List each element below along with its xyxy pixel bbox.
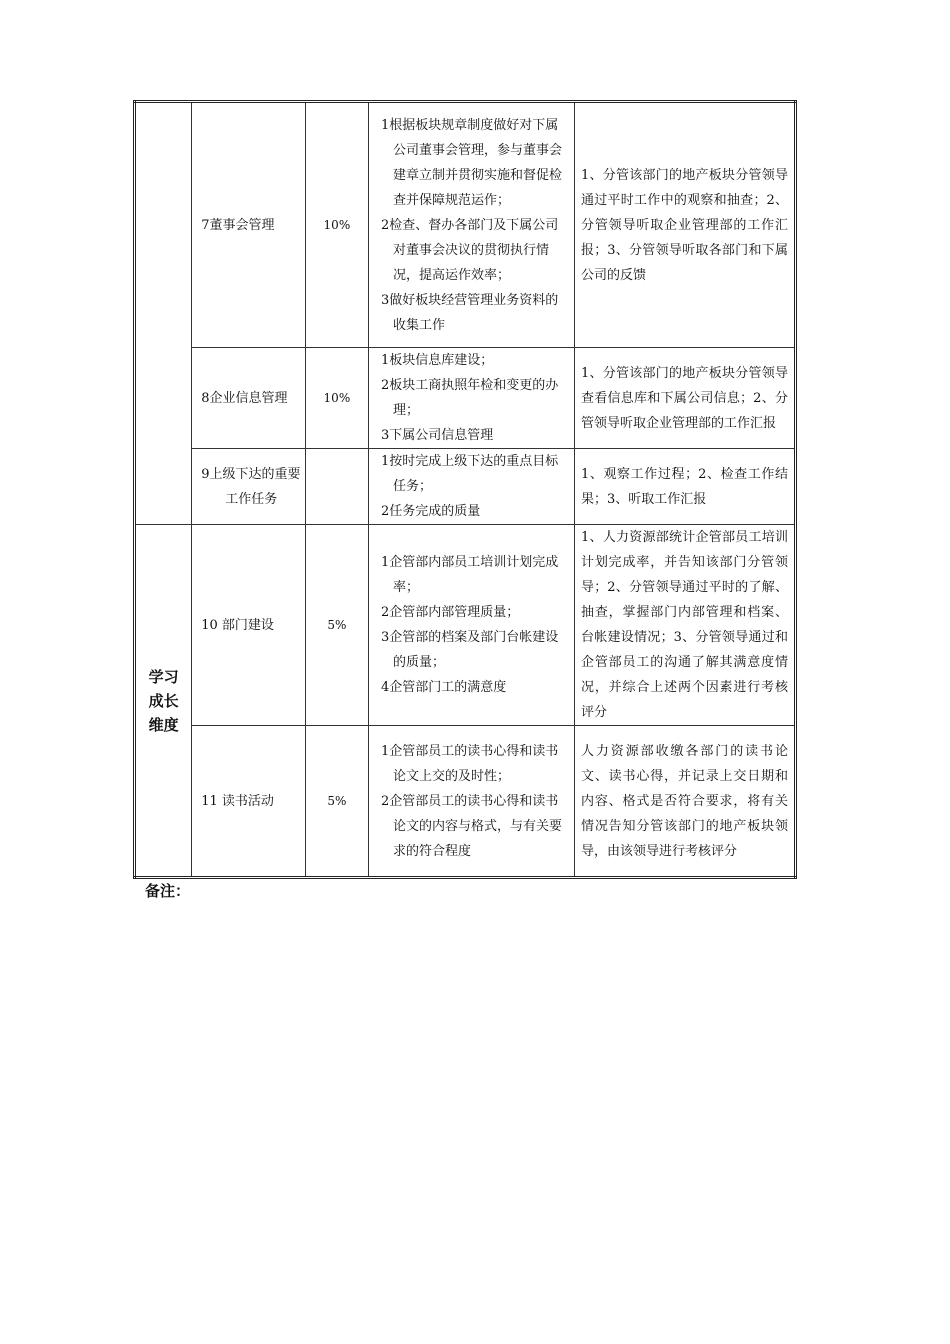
method-cell: 1、分管该部门的地产板块分管领导通过平时工作中的观察和抽查；2、分管领导听取企业管理部的工作汇报；3、分管领导听取各部门和下属公司的反馈 <box>574 102 795 348</box>
standard-line: 3企管部的档案及部门台帐建设的质量； <box>381 630 559 670</box>
weight-cell: 10% <box>305 102 368 348</box>
standard-cell <box>369 102 575 348</box>
item-cell: 7董事会管理 <box>192 102 306 348</box>
standard-line: 1根据板块规章制度做好对下属公司董事会管理，参与董事会建章立制并贯彻实施和督促检查并保障规范运作； <box>381 117 563 208</box>
standard-line: 3做好板块经营管理业务资料的收集工作 <box>381 292 559 333</box>
remark-label: 备注： <box>145 882 191 900</box>
standard-line: 2任务完成的质量 <box>381 504 481 519</box>
standard-cell <box>369 348 575 449</box>
standard-line: 1企管部内部员工培训计划完成率； <box>381 555 559 595</box>
standard-line: 3下属公司信息管理 <box>381 428 494 443</box>
item-cell: 8企业信息管理 <box>192 348 306 449</box>
table-row <box>135 449 796 525</box>
standard-line: 1板块信息库建设； <box>381 353 494 368</box>
weight-cell: 5% <box>305 525 368 726</box>
weight-cell: 10% <box>305 348 368 449</box>
dimension-cell-blank <box>135 102 192 525</box>
item-cell: 10 部门建设 <box>192 525 306 726</box>
table-row <box>135 525 796 726</box>
dimension-cell-learning: 学习 成长 维度 <box>135 525 192 878</box>
standard-line: 2检查、督办各部门及下属公司对董事会决议的贯彻执行情况，提高运作效率； <box>381 217 559 283</box>
item-cell: 11 读书活动 <box>192 726 306 878</box>
standard-line: 2企管部员工的读书心得和读书论文的内容与格式，与有关要求的符合程度 <box>381 793 563 859</box>
method-cell: 人力资源部收缴各部门的读书论文、读书心得，并记录上交日期和内容、格式是否符合要求，将有关情况告知分管该部门的地产板块领导，由该领导进行考核评分 <box>574 726 795 878</box>
standard-cell <box>369 726 575 878</box>
weight-cell: 5% <box>305 726 368 878</box>
standard-cell <box>369 525 575 726</box>
standard-line: 1按时完成上级下达的重点目标任务； <box>381 454 559 494</box>
standard-line: 2板块工商执照年检和变更的办理； <box>381 378 559 418</box>
table-row <box>135 726 796 878</box>
standard-cell <box>369 449 575 525</box>
standard-line: 4企管部门工的满意度 <box>381 680 507 695</box>
weight-cell <box>305 449 368 525</box>
assessment-table <box>133 100 797 879</box>
table-row <box>135 102 796 348</box>
standard-line: 1企管部员工的读书心得和读书论文上交的及时性； <box>381 743 559 784</box>
table-row <box>135 348 796 449</box>
standard-line: 2企管部内部管理质量； <box>381 605 520 620</box>
item-cell: 9上级下达的重要工作任务 <box>192 449 306 525</box>
method-cell: 1、分管该部门的地产板块分管领导查看信息库和下属公司信息；2、分管领导听取企业管理部的工作汇报 <box>574 348 795 449</box>
method-cell: 1、观察工作过程；2、检查工作结果；3、听取工作汇报 <box>574 449 795 525</box>
method-cell: 1、人力资源部统计企管部员工培训计划完成率，并告知该部门分管领导；2、分管领导通过平时的了解、抽查，掌握部门内部管理和档案、台帐建设情况；3、分管领导通过和企管部员工的沟通了解其满意度情况，并综合上述两个因素进行考核评分 <box>574 525 795 726</box>
